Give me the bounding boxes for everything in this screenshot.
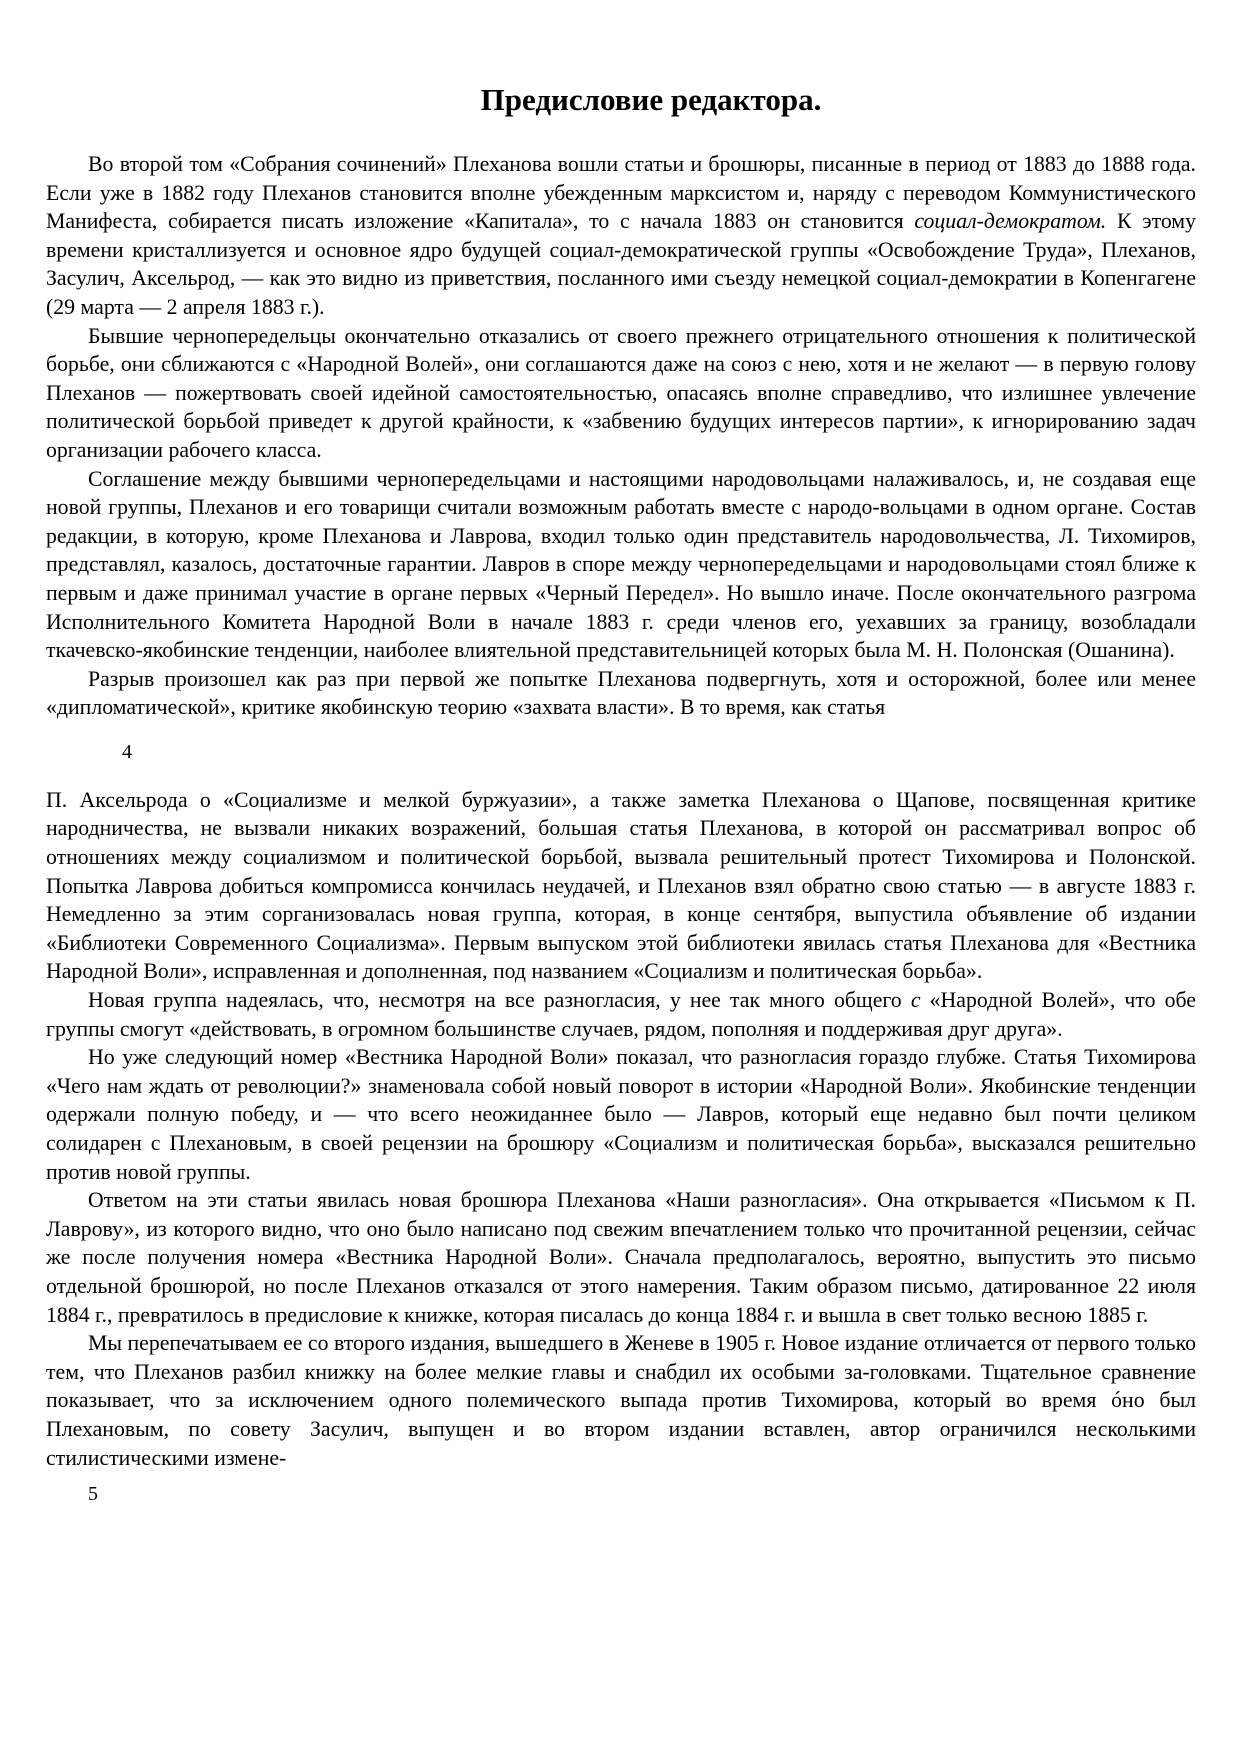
paragraph-1-text-a: Во второй том «Собрания сочинений» Плеханова вошли статьи и брошюры, писанные в период от 1883 до 1888 года. Если уже в 1882 году Плеханов становится вполне убежденным марксистом и, наряду с переводом Коммунистического Манифеста, собирается писать изложение «Капитала», то с начала 1883 он становится (46, 152, 1196, 234)
paragraph-1 (46, 150, 1196, 322)
paragraph-8: Ответом на эти статьи явилась новая брошюра Плеханова «Наши разногласия». Она открывается «Письмом к П. Лаврову», из которого видно, что оно было написано под свежим впечатлением только что прочитанной рецензии, сейчас же после получения номера «Вестника Народной Воли». Сначала предполагалось, вероятно, выпустить это письмо отдельной брошюрой, но после Плеханов отказался от этого намерения. Таким образом письмо, датированное 22 июля 1884 г., превратилось в предисловие к книжке, которая писалась до конца 1884 г. и вышла в свет только весною 1885 г. (46, 1188, 1196, 1327)
paragraph-1-text-b: К этому времени кристаллизуется и основное ядро будущей социал-демократической группы «Освобождение Труда», Плеханов, Засулич, Аксельрод, — как это видно из приветствия, посланного ими съезду немецкой социал-демократии в Копенгагене (29 марта — 2 апреля 1883 г.). (46, 209, 1196, 319)
paragraph-6 (46, 986, 1196, 1043)
paragraph-7: Но уже следующий номер «Вестника Народной Воли» показал, что разногласия гораздо глубже. Статья Тихомирова «Чего нам ждать от революции?» знаменовала собой новый поворот в истории «Народной Воли». Якобинские тенденции одержали полную победу, и — что всего неожиданнее было — Лавров, который еще недавно был почти целиком солидарен с Плехановым, в своей рецензии на брошюру «Социализм и политическая борьба», высказался решительно против новой группы. (46, 1045, 1196, 1184)
paragraph-3: Соглашение между бывшими чернопередельцами и настоящими народовольцами налаживалось, и, не создавая еще новой группы, Плеханов и его товарищи считали возможным работать вместе с народо-вольцами в одном органе. Состав редакции, в которую, кроме Плеханова и Лаврова, входил только один представитель народовольчества, Л. Тихомиров, представлял, казалось, достаточные гарантии. Лавров в споре между чернопередельцами и народовольцами стоял ближе к первым и даже принимал участие в органе первых «Черный Передел». Но вышло иначе. После окончательного разгрома Исполнительного Комитета Народной Воли в начале 1883 г. среди членов его, уехавших за границу, возобладали ткачевско-якобинские тенденции, наиболее влиятельной представительницей которых была М. Н. Полонская (Ошанина). (46, 466, 1196, 663)
paragraph-5: П. Аксельрода о «Социализме и мелкой буржуазии», а также заметка Плеханова о Щапове, посвященная критике народничества, не вызвали никаких возражений, большая статья Плеханова, в которой он рассматривал вопрос об отношениях между социализмом и политической борьбой, вызвала решительный протест Тихомирова и Полонской. Попытка Лаврова добиться компромисса кончилась неудачей, и Плеханов взял обратно свою статью — в августе 1883 г. Немедленно за этим сорганизовалась новая группа, которая, в конце сентября, выпустила объявление об издании «Библиотеки Современного Социализма». Первым выпуском этой библиотеки явилась статья Плеханова для «Вестника Народной Воли», исправленная и дополненная, под названием «Социализм и политическая борьба». (46, 787, 1196, 984)
emphasis-s: с (910, 988, 921, 1013)
page-number-4: 4 (122, 740, 132, 763)
paragraph-6-text-a: Новая группа надеялась, что, несмотря на все разногласия, у нее так много общего (88, 988, 911, 1013)
paragraph-4: Разрыв произошел как раз при первой же попытке Плеханова подвергнуть, хотя и осторожной, более или менее «дипломатической», критике якобинскую теорию «захвата власти». В то время, как статья (46, 666, 1196, 720)
paragraph-6-text-b: «Народной Волей», что обе группы смогут «действовать, в огромном большинстве случаев, рядом, пополняя и поддерживая друг друга». (46, 988, 1196, 1041)
paragraph-9: Мы перепечатываем ее со второго издания, вышедшего в Женеве в 1905 г. Новое издание отличается от первого только тем, что Плеханов разбил книжку на более мелкие главы и снабдил их особыми за-головками. Тщательное сравнение показывает, что за исключением одного полемического выпада против Тихомирова, который во время óно был Плехановым, по совету Засулич, выпущен и во втором издании вставлен, автор ограничился несколькими стилистическими измене- (46, 1331, 1196, 1470)
document-page (46, 80, 1196, 1508)
paragraph-2: Бывшие чернопередельцы окончательно отказались от своего прежнего отрицательного отношения к политической борьбе, они сближаются с «Народной Волей», они соглашаются даже на союз с нею, хотя и не желают — в первую голову Плеханов — пожертвовать своей идейной самостоятельностью, опасаясь вполне справедливо, что излишнее увлечение политической борьбой приведет к другой крайности, к «забвению будущих интересов партии», к игнорированию задач организации рабочего класса. (46, 323, 1196, 462)
emphasis-social-democrat: социал-демократом. (914, 209, 1107, 234)
page-number-5: 5 (88, 1483, 98, 1506)
page-title: Предисловие редактора. (480, 82, 822, 117)
